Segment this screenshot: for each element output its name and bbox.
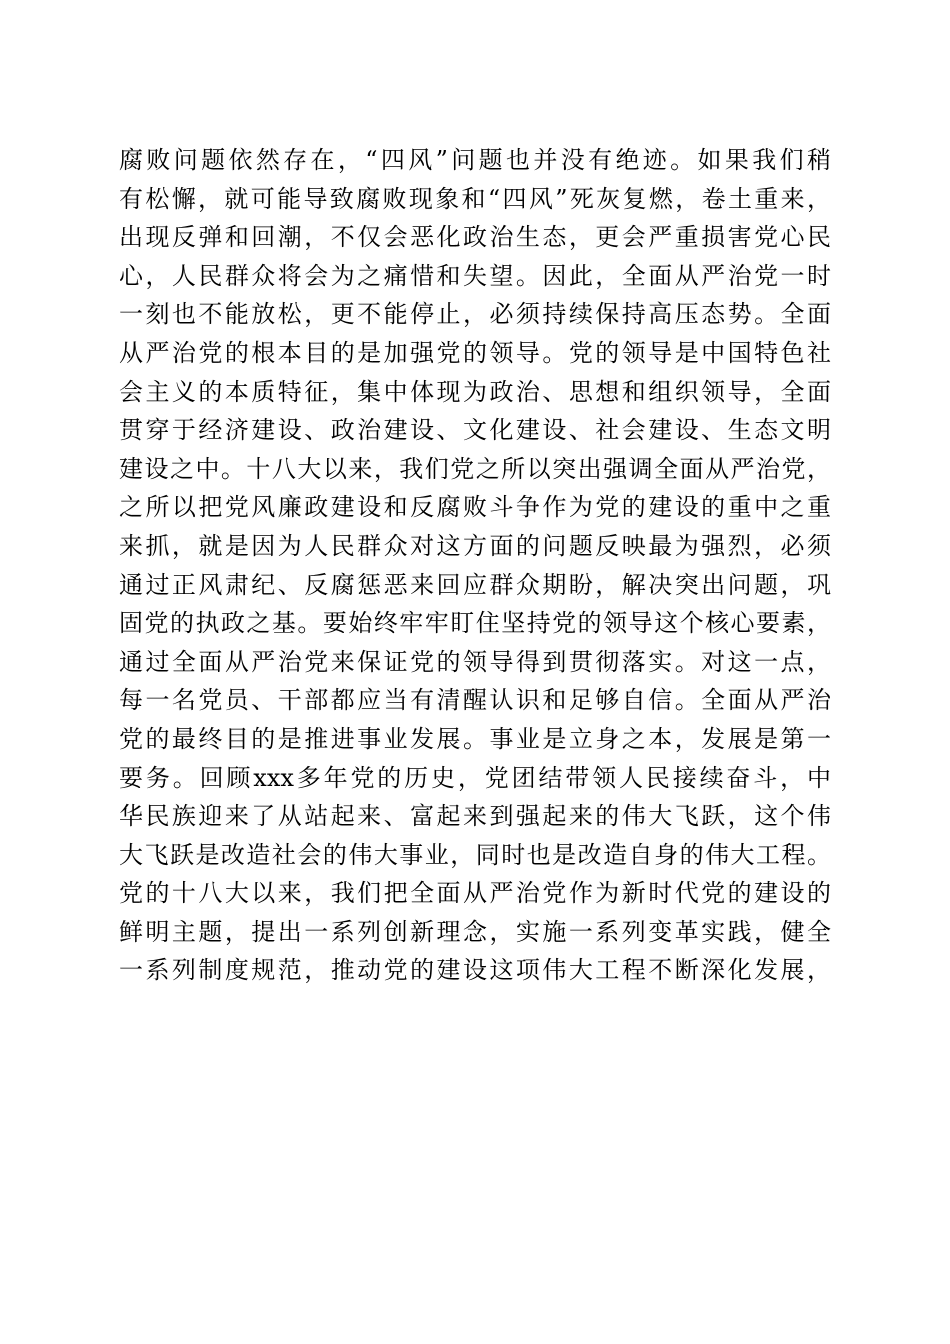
body-paragraph [119, 141, 831, 990]
text-line: 来抓，就是因为人民群众对这方面的问题反映最为强烈，必须 [119, 531, 831, 560]
text-line: 大飞跃是改造社会的伟大事业，同时也是改造自身的伟大工程。 [119, 840, 831, 869]
text-line: 鲜明主题，提出一系列创新理念，实施一系列变革实践，健全 [119, 917, 831, 946]
text-line: 固党的执政之基。要始终牢牢盯住坚持党的领导这个核心要素， [119, 609, 831, 638]
text-line: 通过全面从严治党来保证党的领导得到贯彻落实。对这一点， [119, 647, 831, 676]
text-line: 出现反弹和回潮，不仅会恶化政治生态，更会严重损害党心民 [119, 223, 831, 252]
text-line: 每一名党员、干部都应当有清醒认识和足够自信。全面从严治 [119, 686, 831, 715]
text-line: 一系列制度规范，推动党的建设这项伟大工程不断深化发展， [119, 956, 831, 985]
text-line: 腐败问题依然存在，“四风”问题也并没有绝迹。如果我们稍 [119, 146, 831, 174]
text-line: 之所以把党风廉政建设和反腐败斗争作为党的建设的重中之重 [119, 493, 831, 522]
text-line: 通过正风肃纪、反腐惩恶来回应群众期盼，解决突出问题，巩 [119, 570, 831, 599]
text-line: 心，人民群众将会为之痛惜和失望。因此，全面从严治党一时 [119, 261, 831, 290]
text-line: 从严治党的根本目的是加强党的领导。党的领导是中国特色社 [119, 338, 831, 367]
text-line: 一刻也不能放松，更不能停止，必须持续保持高压态势。全面 [119, 300, 831, 329]
text-line: 贯穿于经济建设、政治建设、文化建设、社会建设、生态文明 [119, 416, 831, 445]
text-line: 建设之中。十八大以来，我们党之所以突出强调全面从严治党， [119, 454, 831, 483]
text-line: 华民族迎来了从站起来、富起来到强起来的伟大飞跃，这个伟 [119, 802, 831, 831]
text-line: 有松懈，就可能导致腐败现象和“四风”死灰复燃，卷土重来， [119, 184, 831, 213]
text-line: 党的最终目的是推进事业发展。事业是立身之本，发展是第一 [119, 724, 831, 753]
text-line: 党的十八大以来，我们把全面从严治党作为新时代党的建设的 [119, 879, 831, 908]
text-line: 会主义的本质特征，集中体现为政治、思想和组织领导，全面 [119, 377, 831, 406]
text-line: 要务。回顾xxx多年党的历史，党团结带领人民接续奋斗，中 [119, 763, 831, 792]
